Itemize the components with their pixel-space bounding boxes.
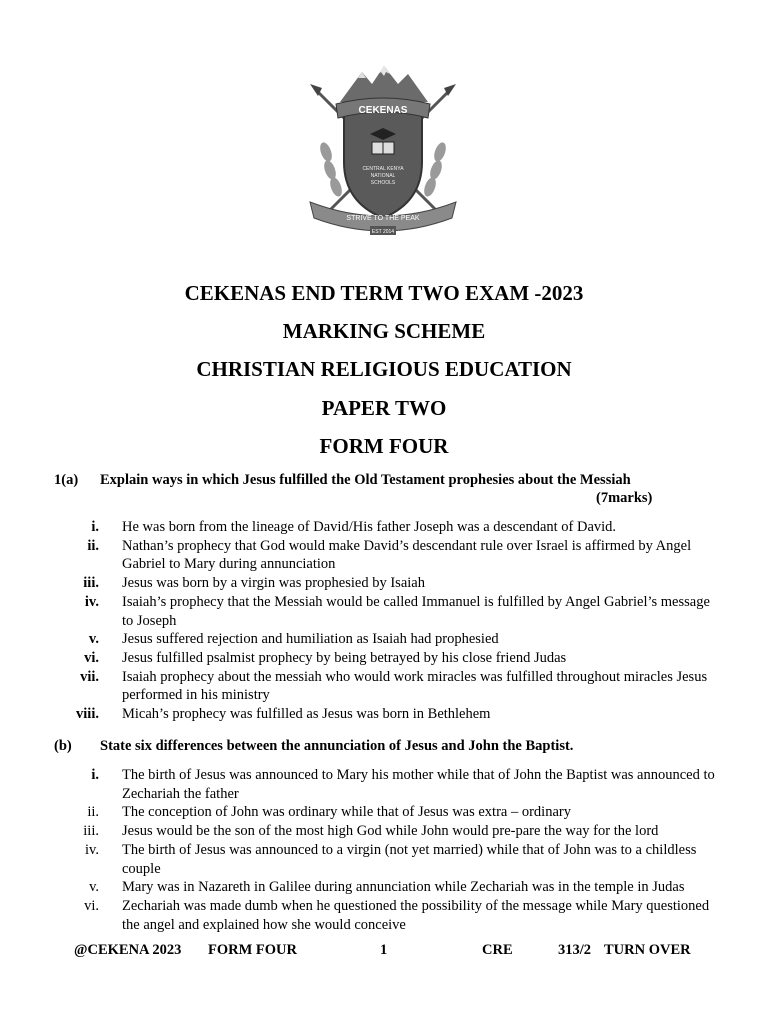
- list-item: iv. Isaiah’s prophecy that the Messiah would be called Immanuel is fulfilled by Angel Gabriel’s message to Joseph: [84, 593, 710, 629]
- answer-list-1a: [0, 518, 722, 724]
- list-item: ii. The conception of John was ordinary while that of Jesus was extra – ordinary: [87, 804, 571, 821]
- svg-text:EST 2014: EST 2014: [371, 229, 395, 235]
- svg-text:SCHOOLS: SCHOOLS: [370, 180, 396, 186]
- question-text: State six differences between the annunciation of Jesus and John the Baptist.: [100, 738, 574, 754]
- subject-title: CHRISTIAN RELIGIOUS EDUCATION: [196, 357, 572, 381]
- list-item: viii. Micah’s prophecy was fulfilled as Jesus was born in Bethlehem: [76, 706, 491, 723]
- svg-text:CENTRAL KENYA: CENTRAL KENYA: [362, 166, 404, 172]
- footer-turn-over: TURN OVER: [604, 942, 691, 958]
- marking-scheme-title: MARKING SCHEME: [282, 319, 486, 343]
- list-item: i. He was born from the lineage of David/His father Joseph was a descendant of David.: [91, 519, 617, 535]
- list-item: vii. Isaiah prophecy about the messiah who would work miracles was fulfilled throughout miracles Jesus performed in his ministry: [80, 668, 708, 704]
- list-item: i. The birth of Jesus was announced to Mary his mother while that of John the Baptist was announced to Zechariah the father: [91, 767, 715, 802]
- footer-form: FORM FOUR: [208, 942, 297, 958]
- list-item: iii. Jesus would be the son of the most high God while John would pre-pare the way for the lord: [83, 823, 659, 840]
- list-item: iv. The birth of Jesus was announced to a virgin (not yet married) while that of John was to a childless couple: [85, 841, 697, 877]
- list-item: v. Jesus suffered rejection and humiliation as Isaiah had prophesied: [88, 631, 499, 648]
- exam-title: CEKENAS END TERM TWO EXAM -2023: [184, 281, 584, 305]
- footer-copyright: @CEKENA 2023: [74, 942, 182, 958]
- question-number: (b): [54, 738, 72, 754]
- question-marks: (7marks): [596, 490, 653, 506]
- question-number: 1(a): [54, 472, 79, 488]
- paper-title: PAPER TWO: [321, 396, 447, 420]
- list-item: ii. Nathan’s prophecy that God would make David’s descendant rule over Israel is affirmed by Angel Gabriel to Mary during annunciation: [87, 537, 692, 573]
- form-title: FORM FOUR: [319, 434, 449, 458]
- crest-banner-text: CEKENAS: [358, 105, 408, 116]
- footer-paper-code: 313/2: [558, 942, 592, 958]
- footer-page-number: 1: [380, 942, 388, 958]
- answer-list-1b: [0, 766, 722, 934]
- list-item: vi. Zechariah was made dumb when he questioned the possibility of the message while Mary questioned the angel and explained how she would conceive: [84, 897, 710, 933]
- list-item: v. Mary was in Nazareth in Galilee during annunciation while Zechariah was in the temple in Judas: [89, 879, 685, 896]
- svg-text:NATIONAL: NATIONAL: [370, 173, 396, 179]
- crest-motto: STRIVE TO THE PEAK: [346, 215, 420, 222]
- school-crest-logo: [300, 62, 466, 242]
- list-item: iii. Jesus was born by a virgin was prophesied by Isaiah: [83, 575, 425, 592]
- footer-subject: CRE: [482, 942, 513, 958]
- question-text: Explain ways in which Jesus fulfilled the Old Testament prophesies about the Messiah: [100, 472, 631, 488]
- list-item: vi. Jesus fulfilled psalmist prophecy by being betrayed by his close friend Judas: [84, 649, 567, 666]
